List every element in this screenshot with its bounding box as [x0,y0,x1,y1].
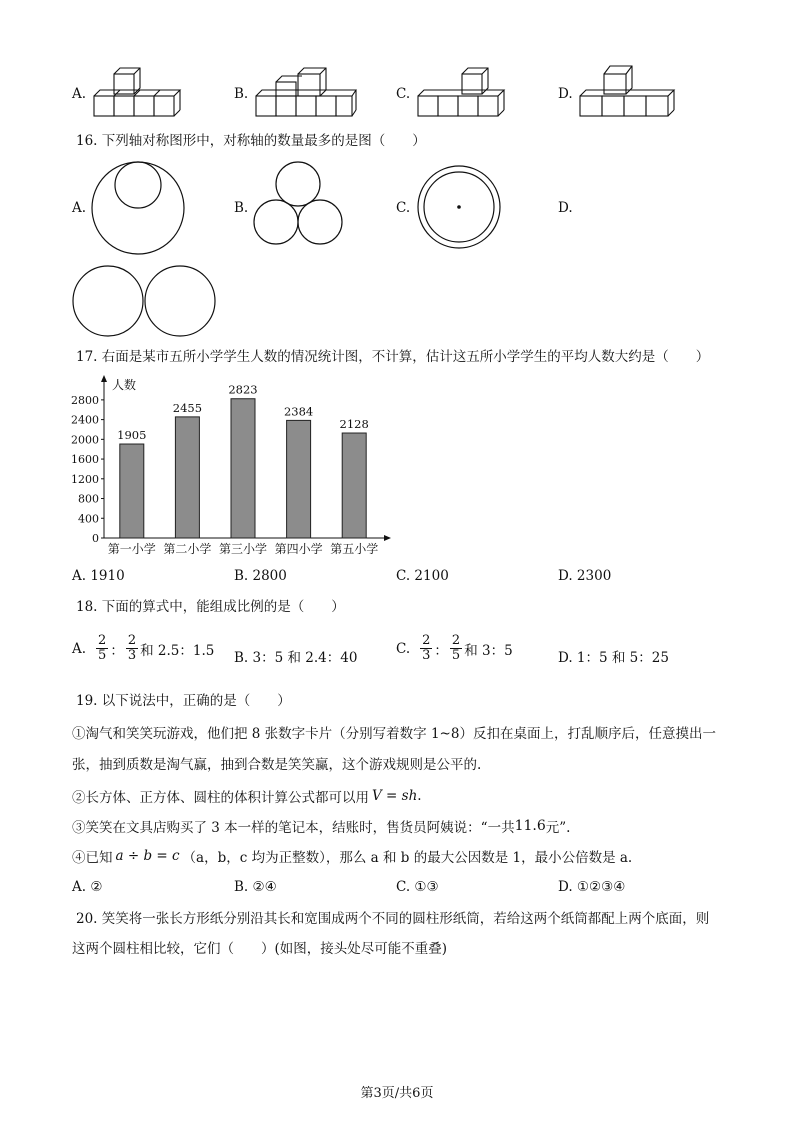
q16-option-c-label: C. [396,200,411,216]
bar-value-label: 2455 [172,400,203,415]
q15-option-a-label: A. [72,86,87,102]
q19-statement-3-text: ③笑笑在文具店购买了 3 本一样的笔记本，结账时，售货员阿姨说：“一共 [72,820,515,836]
denominator: 5 [451,648,461,663]
q19-statement-2-formula: V = sh [372,788,418,804]
q17-option-a: A. 1910 [72,568,125,584]
q18-stem: 18. 下面的算式中，能组成比例的是（ ） [76,599,345,615]
denominator: 5 [98,648,107,663]
q18-option-c-label: C. [396,640,411,657]
q19-statement-1-line-2: 张，抽到质数是淘气赢，抽到合数是笑笑赢，这个游戏规则是公平的. [72,757,482,773]
y-tick-label: 2000 [71,433,99,447]
q18-option-a-label: A. [72,640,87,657]
q16-option-d-label: D. [558,200,573,216]
q20-line-1: 20. 笑笑将一张长方形纸分别沿其长和宽围成两个不同的圆柱形纸筒，若给这两个纸筒都配上两个底面，则 [76,911,710,927]
q19-stem: 19. 以下说法中，正确的是（ ） [76,693,291,709]
fraction [96,634,108,663]
x-tick-label: 第三小学 [218,542,268,556]
q16-option-c-figure [416,164,502,250]
q18-option-b: B. 3：5 和 2.4：40 [234,650,358,666]
numerator: 2 [422,633,431,648]
q18-option-c-rest: 和 3：5 [464,642,513,659]
q19-statement-4-end: （a，b，c 均为正整数），那么 a 和 b 的最大公因数是 1，最小公倍数是 a. [182,850,633,866]
q19-option-d: D. ①②③④ [558,879,626,895]
ratio-sign: ： [110,642,124,659]
fraction [450,634,462,663]
bar-value-label: 2823 [228,382,258,397]
q19-statement-4-text: ④已知 [72,850,113,866]
q16-option-a-figure [90,160,186,256]
q16-option-a-label: A. [72,200,87,216]
y-axis-label: 人数 [112,378,137,392]
bar-value-label: 2384 [283,404,314,419]
x-tick-label: 第五小学 [330,542,379,556]
q17-bar-chart [64,372,404,562]
y-tick-label: 1600 [71,453,99,467]
y-tick-label: 400 [78,512,99,526]
q17-stem: 17. 右面是某市五所小学学生人数的情况统计图，不计算，估计这五所小学学生的平均人数大约是（ ） [76,349,710,365]
y-tick-label: 1200 [71,472,99,486]
q18-option-d: D. 1：5 和 5：25 [558,650,669,666]
q17-option-b: B. 2800 [234,568,287,584]
denominator: 3 [422,648,431,663]
q15-option-c-label: C. [396,86,411,102]
bar [342,433,366,538]
q19-statement-3 [72,816,570,836]
x-axis-arrow [384,535,391,541]
q16-stem: 16. 下列轴对称图形中，对称轴的数量最多的是图（ ） [76,133,426,149]
q19-statement-2 [72,786,422,806]
q18-option-a-rest: 和 2.5：1.5 [140,642,215,659]
q15-option-c-figure [416,64,508,120]
numerator: 2 [451,633,461,648]
q15-option-b-label: B. [234,86,249,102]
fraction [126,634,138,663]
q19-statement-4 [72,846,632,866]
q17-option-d: D. 2300 [558,568,612,584]
bar-value-label: 1905 [117,428,147,443]
numerator: 2 [127,633,137,648]
bar [175,417,199,538]
numerator: 2 [98,633,107,648]
y-axis-arrow [101,375,107,382]
q19-statement-3-end: 元”. [545,820,571,836]
q15-option-b-figure [254,64,358,120]
bar [287,420,311,538]
bar [231,399,255,538]
fraction [420,634,432,663]
ratio-sign: ： [434,642,448,659]
page-footer: 第3页/共6页 [360,1086,434,1101]
q20-line-2: 这两个圆柱相比较，它们（ ）(如图，接头处尽可能不重叠) [72,941,448,957]
denominator: 3 [127,648,137,663]
q16-option-b-label: B. [234,200,249,216]
q16-option-d-figure [72,264,218,338]
x-tick-label: 第二小学 [163,542,212,556]
x-tick-label: 第一小学 [107,542,156,556]
q17-option-c: C. 2100 [396,568,449,584]
q19-statement-4-formula: a ÷ b = c [115,848,180,864]
y-tick-label: 2800 [71,393,99,407]
q15-option-d-label: D. [558,86,573,102]
q15-option-a-figure [92,64,184,120]
bar-value-label: 2128 [339,417,369,432]
q19-statement-2-end: . [417,788,422,804]
q15-option-d-figure [578,58,676,120]
y-tick-label: 0 [92,532,99,545]
x-tick-label: 第四小学 [274,542,323,556]
y-tick-label: 800 [78,492,99,506]
q19-statement-1-line-1: ①淘气和笑笑玩游戏，他们把 8 张数字卡片（分别写着数字 1~8）反扣在桌面上，打乱顺序后，任意摸出一 [72,726,716,742]
q18-option-a [72,634,214,663]
q18-option-c [396,634,513,663]
q19-option-b: B. ②④ [234,879,277,895]
q19-option-a: A. ② [72,879,103,895]
bar [120,444,144,538]
q19-statement-3-number: 11.6 [514,818,546,834]
y-tick-label: 2400 [71,413,99,427]
q19-option-c: C. ①③ [396,879,439,895]
q19-statement-2-text: ②长方体、正方体、圆柱的体积计算公式都可以用 [72,790,369,806]
q16-option-b-figure [252,160,344,250]
